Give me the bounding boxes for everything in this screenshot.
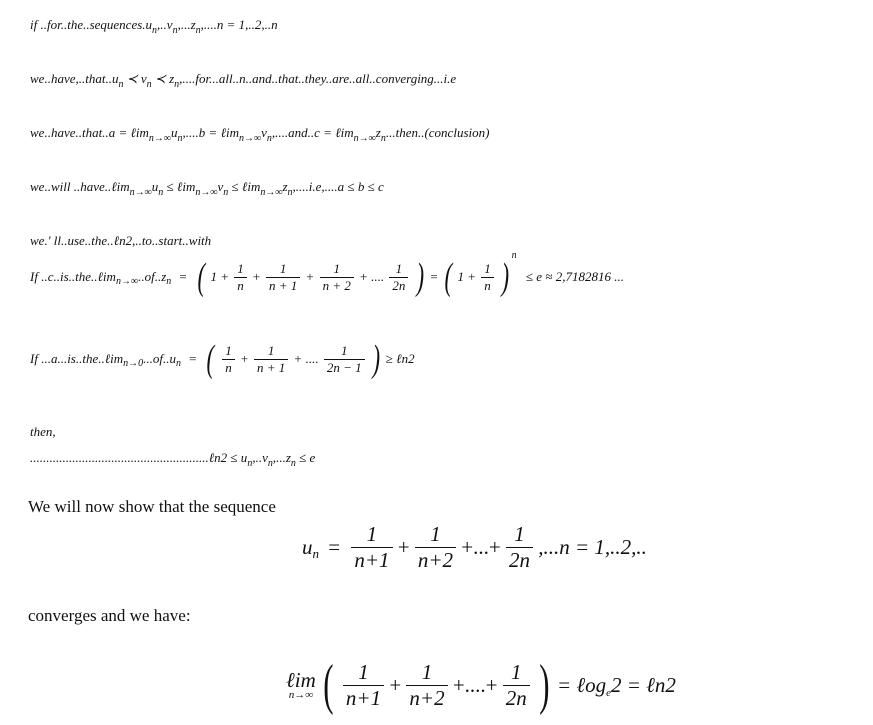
subscript: n xyxy=(166,275,172,287)
subscript: n xyxy=(152,25,158,36)
text: ,...n = 1,..2,.. xyxy=(538,535,647,559)
text: 1 + xyxy=(457,269,476,284)
equation-sequence xyxy=(302,522,647,573)
limit-subscript: n→∞ xyxy=(195,187,218,198)
ellipsis: +....+ xyxy=(452,672,498,697)
text: 2 = ℓn2 xyxy=(611,672,676,697)
subscript: n xyxy=(176,357,182,369)
text: ≤ e ≈ 2,7182816 ... xyxy=(525,269,624,284)
plus-sign: + xyxy=(305,269,315,284)
plus-sign: + xyxy=(389,672,402,697)
text: = ℓog xyxy=(556,672,607,697)
var-u: u xyxy=(145,17,153,32)
ellipsis: + .... xyxy=(359,269,385,284)
left-paren: ( xyxy=(206,338,215,380)
plus-sign: + xyxy=(397,535,410,559)
fraction: $\frac{1}{n}$ xyxy=(481,261,494,294)
fraction: $\frac{1}{n + 1}$ xyxy=(254,343,288,376)
subscript: n xyxy=(118,79,124,90)
var-z: z xyxy=(375,125,381,140)
line-limits-definition xyxy=(30,125,490,144)
fraction: $\frac{1}{2n}$ xyxy=(389,261,408,294)
subscript: n xyxy=(146,79,152,90)
precedes-symbol: ≺ xyxy=(151,71,170,86)
fraction: $\frac{1}{2n - 1}$ xyxy=(324,343,365,376)
limit-subscript: n→∞ xyxy=(238,133,262,144)
line-a-limit xyxy=(30,340,415,378)
var-v: v xyxy=(166,17,173,32)
text: ,.. xyxy=(252,450,263,465)
var-z: z xyxy=(285,450,291,465)
subscript: e xyxy=(606,687,611,699)
line-use-ln2: we.' ll..use..the..ℓn2,..to..start..with xyxy=(30,233,212,248)
fraction: $\frac{1}{n}$ xyxy=(234,261,247,294)
paragraph-intro: We will now show that the sequence xyxy=(28,497,276,516)
subscript: n xyxy=(380,133,386,144)
subscript: n xyxy=(290,458,296,469)
subscript: n xyxy=(312,545,319,561)
text: ≤ e xyxy=(295,450,316,465)
text: If ...a...is..the..ℓim xyxy=(30,351,124,366)
var-u: u xyxy=(111,71,119,86)
text: ,....and..c = ℓim xyxy=(271,125,354,140)
line-c-limit xyxy=(30,249,624,298)
fraction: $\frac{1}{n+2}$ xyxy=(415,522,456,573)
equals-sign: = xyxy=(429,269,439,284)
var-v: v xyxy=(262,450,268,465)
var-v: v xyxy=(140,71,147,86)
right-paren: ) xyxy=(372,338,380,380)
text: we..have,..that.. xyxy=(30,71,112,86)
paragraph-converges: converges and we have: xyxy=(28,606,191,625)
var-v: v xyxy=(261,125,267,140)
subscript: n xyxy=(174,79,180,90)
limit-subscript: n→∞ xyxy=(148,133,172,144)
fraction: $\frac{1}{n + 1}$ xyxy=(266,261,300,294)
left-paren: ( xyxy=(444,256,452,298)
text: ≥ ℓn2 xyxy=(385,351,415,366)
right-paren: ) xyxy=(416,256,424,298)
equals-sign: = xyxy=(328,535,341,559)
plus-sign: + xyxy=(251,269,261,284)
fraction: $\frac{1}{2n}$ xyxy=(503,660,530,711)
text: If ..c..is..the..ℓim xyxy=(30,269,116,284)
var-u: u xyxy=(171,125,178,140)
left-paren: ( xyxy=(323,654,334,716)
subscript: n xyxy=(267,458,273,469)
exponent: n xyxy=(511,249,517,261)
equation-limit xyxy=(286,654,676,716)
fraction: $\frac{1}{2n}$ xyxy=(506,522,533,573)
var-z: z xyxy=(190,17,196,32)
precedes-symbol: ≺ xyxy=(123,71,141,86)
fraction: $\frac{1}{n}$ xyxy=(222,343,235,376)
text: ...then..(conclusion) xyxy=(385,125,490,140)
equals-sign: = xyxy=(178,269,188,284)
text: .......................................................ℓn2 ≤ u xyxy=(30,450,248,465)
var-v: v xyxy=(217,179,224,194)
right-paren: ) xyxy=(501,256,510,298)
equals-sign: = xyxy=(188,351,198,366)
var-u: u xyxy=(302,535,313,559)
text: we..will ..have..ℓim xyxy=(30,179,130,194)
text: ,....i.e,....a ≤ b ≤ c xyxy=(292,179,384,194)
text: ≤ ℓim xyxy=(163,179,196,194)
line-then: then, xyxy=(30,424,56,439)
plus-sign: + xyxy=(239,351,249,366)
fraction: $\frac{1}{n+1}$ xyxy=(343,660,384,711)
text: ,... xyxy=(177,17,191,32)
limit-subscript: n→∞ xyxy=(260,187,283,198)
var-z: z xyxy=(169,71,175,86)
text: ,.. xyxy=(157,17,167,32)
subscript: n xyxy=(172,25,178,36)
subscript: n xyxy=(195,25,201,36)
subscript: n xyxy=(177,133,183,144)
text: ,....for...all..n..and..that..they..are..all..converging...i.e xyxy=(179,71,457,86)
text: ≤ ℓim xyxy=(228,179,261,194)
var-z: z xyxy=(282,179,288,194)
fraction: $\frac{1}{n+2}$ xyxy=(406,660,447,711)
var-u: u xyxy=(151,179,159,194)
limit-operator: ℓim n→∞ xyxy=(286,668,316,701)
limit-subscript: n→∞ xyxy=(129,187,152,198)
text: ,... xyxy=(272,450,286,465)
line-limits-inequality xyxy=(30,179,384,198)
left-paren: ( xyxy=(197,256,205,298)
text: if ..for..the..sequences. xyxy=(30,17,146,32)
ellipsis: +...+ xyxy=(461,535,501,559)
text: ..of..z xyxy=(138,269,167,284)
subscript: n xyxy=(223,187,229,198)
text: ,....n = 1,..2,..n xyxy=(200,17,278,32)
subscript: n xyxy=(287,187,293,198)
right-paren: ) xyxy=(539,654,550,716)
text: we..have..that..a = ℓim xyxy=(30,125,149,140)
text: ...of..u xyxy=(143,351,177,366)
limit-subscript: n→0 xyxy=(123,357,144,369)
limit-subscript: n→∞ xyxy=(115,275,139,287)
line-bounds xyxy=(30,450,316,469)
line-sequences xyxy=(30,17,278,36)
limit-subscript: n→∞ xyxy=(353,133,376,144)
fraction: $\frac{1}{n + 2}$ xyxy=(320,261,354,294)
ellipsis: + .... xyxy=(293,351,319,366)
line-ordering xyxy=(30,71,457,90)
text: 1 + xyxy=(210,269,229,284)
subscript: n xyxy=(266,133,272,144)
text: ,....b = ℓim xyxy=(182,125,239,140)
subscript: n xyxy=(247,458,253,469)
subscript: n xyxy=(158,187,164,198)
fraction: $\frac{1}{n+1}$ xyxy=(351,522,392,573)
